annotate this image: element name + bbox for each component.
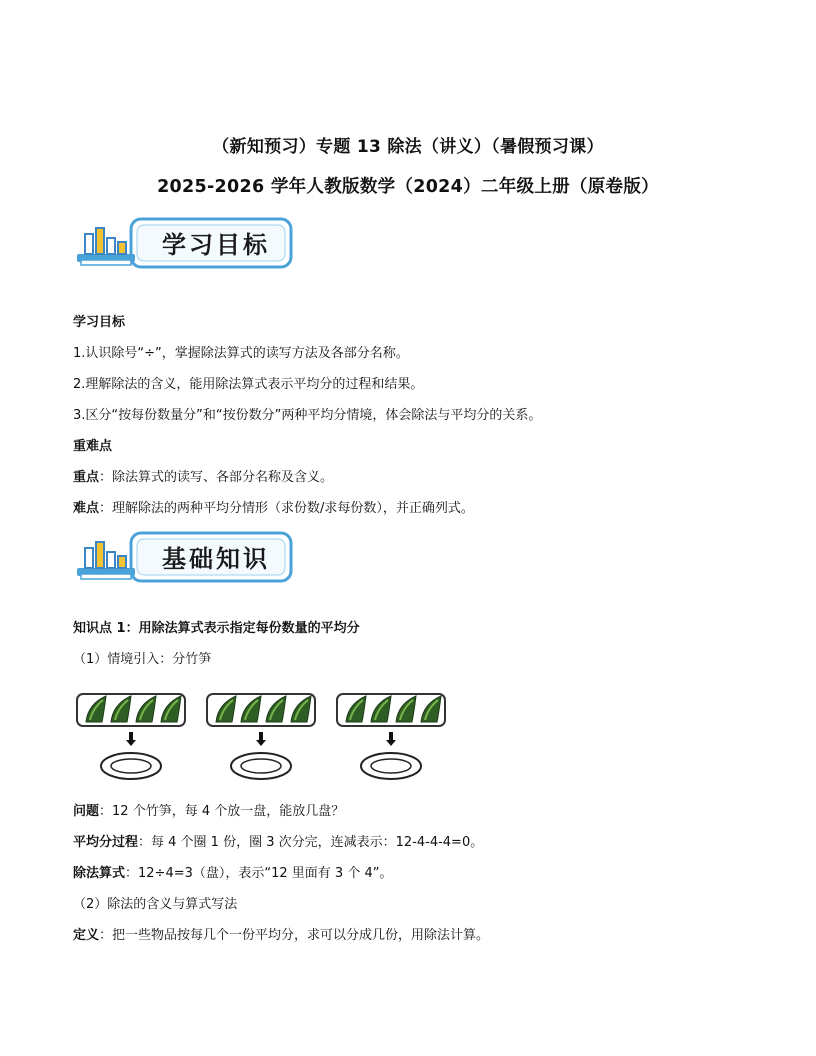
- hard-point-label: 难点: [73, 501, 100, 516]
- definition-line: [73, 924, 489, 943]
- down-arrow-head: [256, 740, 266, 746]
- knowledge-point-1-title: 知识点 1：用除法算式表示指定每份数量的平均分: [73, 621, 360, 636]
- banner-label: 基础知识: [162, 545, 270, 573]
- goals-heading: 学习目标: [73, 315, 126, 330]
- hard-point-text: ：理解除法的两种平均分情形（求份数/求每份数），并正确列式。: [99, 501, 474, 516]
- formula-label: 除法算式: [73, 866, 126, 881]
- document-title-line1: （新知预习）专题 13 除法（讲义）（暑假预习课）: [212, 137, 604, 157]
- down-arrow-head: [386, 740, 396, 746]
- plate-icon: [231, 753, 291, 779]
- problem-line: [73, 800, 344, 819]
- bar-chart-book-icon: [77, 542, 135, 579]
- down-arrow-icon: [389, 732, 393, 741]
- key-point-label: 重点: [73, 470, 100, 485]
- hard-point: [73, 497, 474, 516]
- banner-label: 学习目标: [162, 231, 270, 259]
- document-title-line2: 2025-2026 学年人教版数学（2024）二年级上册（原卷版）: [157, 177, 659, 197]
- down-arrow-head: [126, 740, 136, 746]
- definition-label: 定义: [73, 928, 100, 943]
- subsection-2: （2）除法的含义与算式写法: [73, 897, 238, 912]
- down-arrow-icon: [259, 732, 263, 741]
- process-line: [73, 831, 483, 850]
- process-text: ：每 4 个圈 1 份，圈 3 次分完，连减表示：12-4-4-4=0。: [138, 835, 484, 850]
- key-point-text: ：除法算式的读写、各部分名称及含义。: [99, 470, 334, 485]
- goal-item-2: 2.理解除法的含义，能用除法算式表示平均分的过程和结果。: [73, 377, 424, 392]
- bamboo-shoot-figure: [76, 690, 456, 790]
- difficulty-heading: 重难点: [73, 439, 113, 454]
- problem-text: ：12 个竹笋，每 4 个放一盘，能放几盘？: [99, 804, 345, 819]
- section-banner-basic-knowledge: [73, 530, 295, 586]
- definition-text: ：把一些物品按每几个一份平均分，求可以分成几份，用除法计算。: [99, 928, 490, 943]
- section-banner-learning-goals: [73, 216, 295, 272]
- plate-icon: [361, 753, 421, 779]
- formula-text: ：12÷4=3（盘），表示“12 里面有 3 个 4”。: [125, 866, 393, 881]
- plate-icon: [101, 753, 161, 779]
- goal-item-1: 1.认识除号“÷”，掌握除法算式的读写方法及各部分名称。: [73, 346, 409, 361]
- process-label: 平均分过程: [73, 835, 139, 850]
- problem-label: 问题: [73, 804, 100, 819]
- goal-item-3: 3.区分“按每份数量分”和“按份数分”两种平均分情境，体会除法与平均分的关系。: [73, 408, 542, 423]
- subsection-1: （1）情境引入：分竹笋: [73, 652, 212, 667]
- down-arrow-icon: [129, 732, 133, 741]
- key-point: [73, 466, 333, 485]
- formula-line: [73, 862, 392, 881]
- bar-chart-book-icon: [77, 228, 135, 265]
